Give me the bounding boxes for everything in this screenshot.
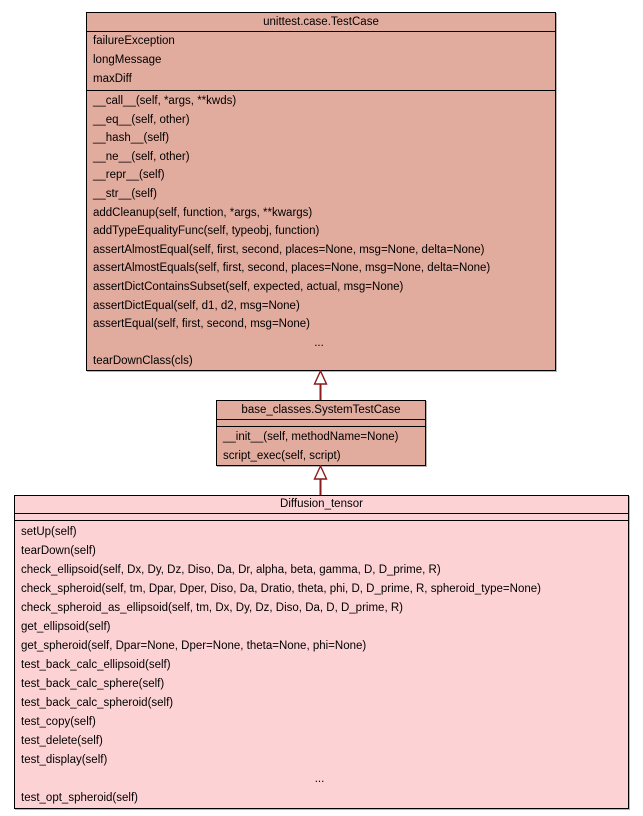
member-row: test_delete(self) [21, 735, 103, 747]
class-box-diffusion-tensor [14, 495, 629, 809]
member-row: setUp(self) [21, 526, 77, 538]
member-row: failureException [93, 35, 175, 47]
member-row: tearDown(self) [21, 545, 96, 557]
class-box-unittest-case-testcase [86, 12, 556, 371]
member-row: assertDictEqual(self, d1, d2, msg=None) [93, 299, 300, 312]
hollow-triangle-arrowhead-icon [315, 371, 327, 384]
ellipsis-row: ... [314, 336, 324, 349]
member-row: get_spheroid(self, Dpar=None, Dper=None, theta=None, phi=None) [21, 640, 367, 652]
class-box-base-classes-systemtestcase [216, 400, 426, 466]
member-row: assertDictContainsSubset(self, expected, actual, msg=None) [93, 280, 404, 293]
member-row: __str__(self) [93, 187, 157, 200]
member-row: addCleanup(self, function, *args, **kwargs) [93, 206, 313, 219]
member-row: script_exec(self, script) [223, 450, 341, 462]
methods-compartment [15, 520, 628, 809]
attributes-compartment-empty [15, 513, 628, 520]
member-row: check_spheroid_as_ellipsoid(self, tm, Dx, Dy, Dz, Diso, Da, D, D_prime, R) [21, 602, 403, 614]
member-row: tearDownClass(cls) [93, 355, 193, 368]
member-row: addTypeEqualityFunc(self, typeobj, function) [93, 225, 320, 238]
member-row: __hash__(self) [93, 132, 170, 145]
member-row: test_opt_spheroid(self) [21, 792, 138, 804]
class-title-base-classes-systemtestcase: base_classes.SystemTestCase [241, 404, 401, 416]
hollow-triangle-arrowhead-icon [315, 466, 327, 479]
member-row: __repr__(self) [93, 169, 165, 182]
member-row: __init__(self, methodName=None) [223, 431, 399, 443]
member-row: test_display(self) [21, 754, 108, 766]
member-row: get_ellipsoid(self) [21, 621, 111, 633]
ellipsis-row: ... [314, 773, 325, 785]
attributes-compartment-empty [217, 419, 425, 426]
member-row: check_spheroid(self, tm, Dpar, Dper, Diso, Da, Dratio, theta, phi, D, D_prime, R, spheroid_type=None) [21, 583, 541, 595]
member-row: assertAlmostEqual(self, first, second, places=None, msg=None, delta=None) [93, 243, 485, 256]
class-title-diffusion-tensor: Diffusion_tensor [280, 498, 363, 510]
member-row: __ne__(self, other) [93, 150, 190, 163]
member-row: maxDiff [93, 73, 132, 85]
member-row: assertAlmostEquals(self, first, second, places=None, msg=None, delta=None) [93, 262, 491, 275]
member-row: test_copy(self) [21, 716, 96, 728]
attributes-compartment [87, 31, 555, 90]
class-title-unittest-case-testcase: unittest.case.TestCase [263, 16, 379, 28]
methods-compartment [87, 90, 555, 371]
member-row: test_back_calc_ellipsoid(self) [21, 659, 171, 671]
member-row: assertEqual(self, first, second, msg=None) [93, 318, 310, 331]
inheritance-arrow-systemtestcase-to-testcase [312, 370, 329, 401]
member-row: test_back_calc_spheroid(self) [21, 697, 174, 709]
member-row: test_back_calc_sphere(self) [21, 678, 165, 690]
member-row: __eq__(self, other) [93, 113, 190, 126]
member-row: check_ellipsoid(self, Dx, Dy, Dz, Diso, Da, Dr, alpha, beta, gamma, D, D_prime, R) [21, 564, 441, 576]
methods-compartment [217, 426, 425, 466]
member-row: longMessage [93, 54, 162, 66]
inheritance-arrow-diffusiontensor-to-systemtestcase [312, 465, 329, 496]
member-row: __call__(self, *args, **kwds) [93, 95, 237, 107]
